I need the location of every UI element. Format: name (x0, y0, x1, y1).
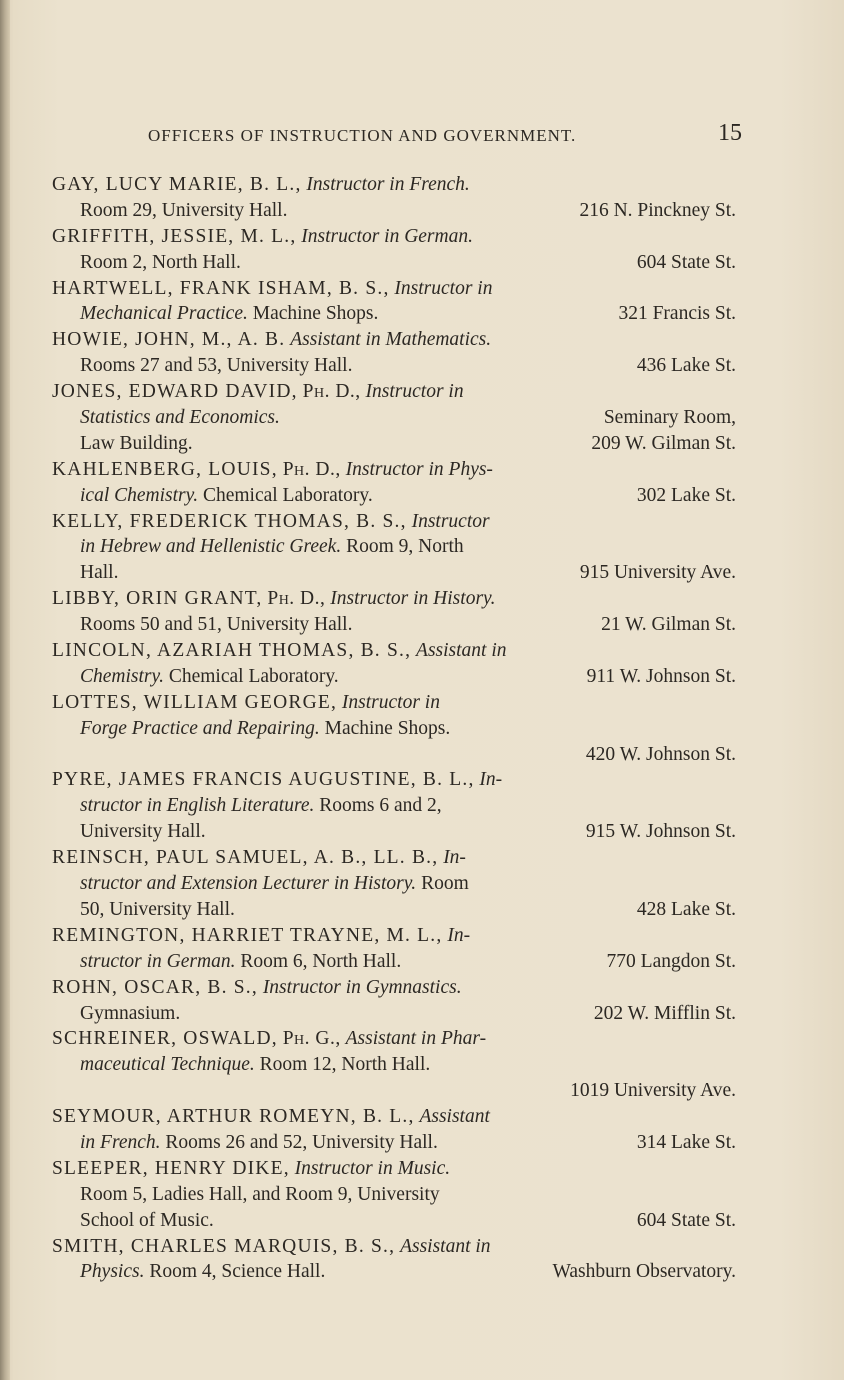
officer-address: 216 N. Pinckney St. (579, 199, 736, 221)
entry-line (0, 198, 844, 224)
officer-role: maceutical Technique. (80, 1054, 255, 1076)
officer-name: REINSCH, PAUL SAMUEL, A. B., LL. B., (52, 847, 439, 869)
officer-list (0, 172, 844, 1285)
officer-address: 915 University Ave. (579, 562, 736, 584)
officer-role: Chemistry. (80, 665, 164, 687)
officer-name: GRIFFITH, JESSIE, M. L., (52, 225, 297, 247)
officer-address: Washburn Observatory. (552, 1261, 736, 1283)
entry-line (0, 327, 844, 353)
entry-line (0, 819, 844, 845)
entry-line (0, 172, 844, 198)
officer-role: Instructor in Gymnastics. (262, 976, 462, 998)
entry-line (0, 224, 844, 250)
officer-address: 604 State St. (636, 1209, 736, 1231)
officer-address: 604 State St. (636, 251, 736, 273)
officer-room: Room 4, Science Hall. (149, 1261, 326, 1283)
officer-room: Seminary Room, (603, 407, 736, 429)
entry-line (0, 742, 844, 768)
officer-name: REMINGTON, HARRIET TRAYNE, M. L., (52, 924, 443, 946)
officer-name: LOTTES, WILLIAM GEORGE, (52, 691, 338, 713)
officer-room: Chemical Laboratory. (202, 484, 373, 506)
officer-degree: Ph. D., (302, 381, 361, 403)
officer-room: Gymnasium. (80, 1002, 181, 1024)
officer-name: HOWIE, JOHN, M., A. B. (52, 329, 286, 351)
officer-room: Hall. (80, 562, 119, 584)
entry-line (0, 871, 844, 897)
entry-line (0, 353, 844, 379)
officer-room: Machine Shops. (252, 303, 379, 325)
entry-line (0, 405, 844, 431)
entry-line (0, 1026, 844, 1052)
officer-address: 436 Lake St. (636, 355, 736, 377)
entry-line (0, 1104, 844, 1130)
officer-role: Instructor in (394, 277, 493, 299)
entry-line (0, 897, 844, 923)
officer-room: Room 12, North Hall. (259, 1054, 431, 1076)
entry-line (0, 560, 844, 586)
officer-role: Instructor in German. (301, 225, 473, 247)
officer-role: Physics. (80, 1261, 145, 1283)
entry-line (0, 1208, 844, 1234)
officer-name: KAHLENBERG, LOUIS, (52, 458, 278, 480)
officer-room: Rooms 6 and 2, (319, 795, 442, 817)
entry-line (0, 379, 844, 405)
officer-role: structor in German. (80, 950, 236, 972)
officer-role: Assistant in (416, 640, 507, 662)
officer-room: Room (421, 873, 469, 895)
officer-name: SLEEPER, HENRY DIKE, (52, 1157, 290, 1179)
officer-role: in Hebrew and Hellenistic Greek. (80, 536, 342, 558)
entry-line (0, 276, 844, 302)
officer-room: Room 29, University Hall. (80, 199, 288, 221)
entry-line (0, 949, 844, 975)
officer-name: GAY, LUCY MARIE, B. L., (52, 174, 302, 195)
officer-role: Assistant in Phar- (345, 1028, 487, 1050)
officer-role: Instructor in French. (306, 174, 470, 195)
officer-address: 915 W. Johnson St. (585, 821, 736, 843)
entry-line (0, 586, 844, 612)
entry-line (0, 1001, 844, 1027)
running-head (148, 122, 742, 146)
officer-role: Instructor in Music. (294, 1157, 451, 1179)
officer-degree: Ph. D., (267, 588, 326, 610)
officer-name: SEYMOUR, ARTHUR ROMEYN, B. L., (52, 1106, 415, 1128)
entry-line (0, 431, 844, 457)
officer-room: Rooms 50 and 51, University Hall. (80, 614, 353, 636)
officer-address: 420 W. Johnson St. (585, 743, 736, 765)
officer-address: 770 Langdon St. (606, 950, 736, 972)
officer-name: LINCOLN, AZARIAH THOMAS, B. S., (52, 640, 412, 662)
officer-room: Rooms 26 and 52, University Hall. (165, 1131, 438, 1153)
officer-address: 911 W. Johnson St. (586, 665, 736, 687)
entry-line (0, 664, 844, 690)
officer-role: structor and Extension Lecturer in History. (80, 873, 417, 895)
entry-line (0, 767, 844, 793)
officer-address: 302 Lake St. (636, 484, 736, 506)
entry-line (0, 1078, 844, 1104)
entry-line (0, 1259, 844, 1285)
officer-room: Rooms 27 and 53, University Hall. (80, 355, 353, 377)
entry-line (0, 1182, 844, 1208)
entry-line (0, 638, 844, 664)
officer-room: Room 6, North Hall. (240, 950, 402, 972)
officer-name: JONES, EDWARD DAVID, (52, 381, 298, 403)
entry-line (0, 690, 844, 716)
entry-line (0, 483, 844, 509)
entry-line (0, 923, 844, 949)
officer-role: Mechanical Practice. (80, 303, 248, 325)
entry-line (0, 534, 844, 560)
officer-role: In- (479, 769, 503, 791)
running-head-title: OFFICERS OF INSTRUCTION AND GOVERNMENT. (148, 126, 577, 145)
entry-line (0, 716, 844, 742)
officer-address: 321 Francis St. (618, 303, 736, 325)
officer-name: ROHN, OSCAR, B. S., (52, 976, 258, 998)
entry-line (0, 1130, 844, 1156)
officer-name: LIBBY, ORIN GRANT, (52, 588, 263, 610)
officer-role: Assistant (419, 1106, 490, 1128)
officer-room: Chemical Laboratory. (168, 665, 339, 687)
officer-address: 21 W. Gilman St. (601, 614, 736, 636)
officer-address: 202 W. Mifflin St. (593, 1002, 736, 1024)
officer-role: Statistics and Economics. (80, 407, 280, 429)
officer-degree: Ph. G., (282, 1028, 341, 1050)
officer-name: KELLY, FREDERICK THOMAS, B. S., (52, 510, 407, 532)
entry-line (0, 1234, 844, 1260)
officer-address: 209 W. Gilman St. (591, 432, 736, 454)
officer-role: Instructor (411, 510, 490, 532)
officer-role: ical Chemistry. (80, 484, 199, 506)
officer-role: Forge Practice and Repairing. (80, 717, 320, 739)
officer-role: Instructor in (365, 381, 464, 403)
officer-room: 50, University Hall. (80, 898, 235, 920)
officer-name: SMITH, CHARLES MARQUIS, B. S., (52, 1235, 396, 1257)
entry-line (0, 975, 844, 1001)
officer-room: Room 9, North (346, 536, 464, 558)
entry-line (0, 612, 844, 638)
officer-role: Assistant in Mathematics. (290, 329, 492, 351)
officer-room: University Hall. (80, 821, 206, 843)
officer-name: SCHREINER, OSWALD, (52, 1028, 278, 1050)
officer-role: Assistant in (400, 1235, 491, 1257)
page-number: 15 (718, 120, 742, 146)
entry-line (0, 845, 844, 871)
officer-role: In- (447, 924, 471, 946)
officer-address: 428 Lake St. (636, 898, 736, 920)
officer-room: Machine Shops. (324, 717, 451, 739)
officer-name: PYRE, JAMES FRANCIS AUGUSTINE, B. L., (52, 769, 475, 791)
officer-room: Room 5, Ladies Hall, and Room 9, University (80, 1183, 440, 1205)
officer-role: Instructor in Phys- (345, 458, 493, 480)
officer-role: Instructor in (341, 691, 440, 713)
entry-line (0, 1052, 844, 1078)
officer-role: In- (443, 847, 466, 869)
officer-degree: Ph. D., (282, 458, 341, 480)
entry-line (0, 509, 844, 535)
officer-room: Room 2, North Hall. (80, 251, 241, 273)
officer-address: 1019 University Ave. (570, 1080, 736, 1102)
officer-role: structor in English Literature. (80, 795, 315, 817)
officer-room: School of Music. (80, 1209, 214, 1231)
entry-line (0, 301, 844, 327)
entry-line (0, 457, 844, 483)
entry-line (0, 250, 844, 276)
officer-room: Law Building. (80, 432, 193, 454)
entry-line (0, 1156, 844, 1182)
entry-line (0, 793, 844, 819)
officer-role: Instructor in History. (330, 588, 496, 610)
officer-name: HARTWELL, FRANK ISHAM, B. S., (52, 277, 390, 299)
officer-address: 314 Lake St. (636, 1131, 736, 1153)
officer-role: in French. (80, 1131, 161, 1153)
